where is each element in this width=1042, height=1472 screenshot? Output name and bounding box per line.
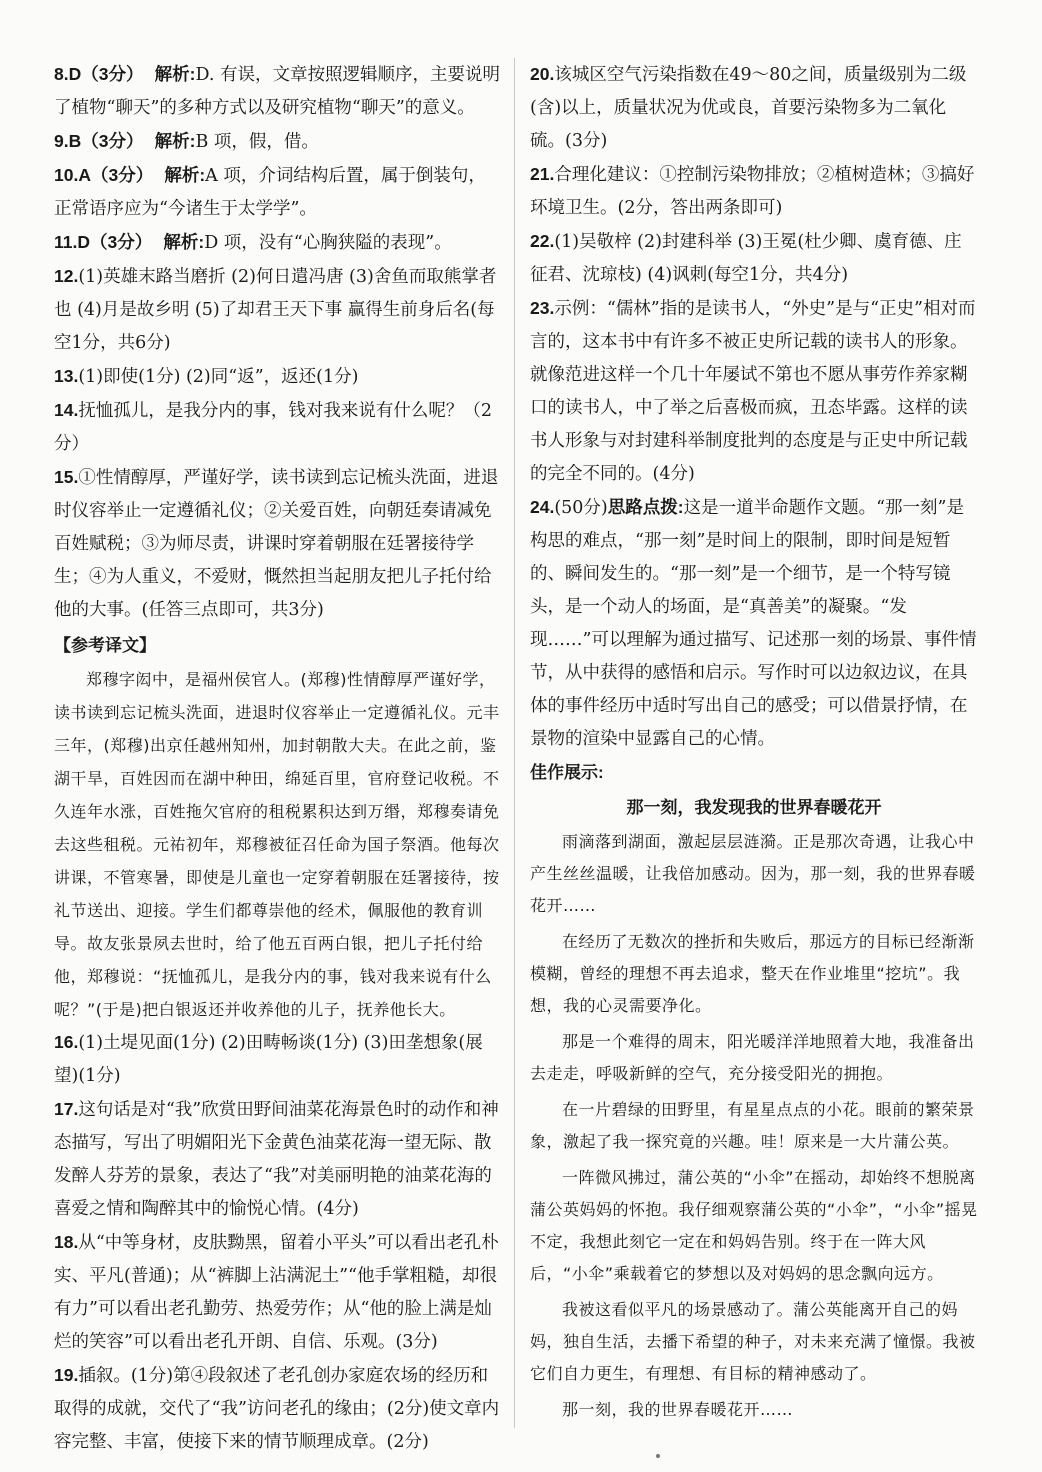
- score-label: (50分): [554, 498, 608, 518]
- column-divider: [514, 58, 515, 1428]
- item-number: 22.: [530, 231, 555, 251]
- answer-item-15: [54, 461, 502, 627]
- translation-text: 郑穆字闳中，是福州侯官人。(郑穆)性情醇厚严谨好学，读书读到忘记梳头洗面，进退时仪容举止一定遵循礼仪。元丰三年，(郑穆)出京任越州知州，加封朝散大夫。在此之前，鉴湖干旱，百姓因而在湖中种田，绵延百里，官府登记收税。不久连年水涨，百姓拖欠官府的租税累积达到万缗，郑穆奏请免去这些租税。元祐初年，郑穆被征召任命为国子祭酒。他每次讲课，不管寒暑，即使是儿童也一定穿着朝服在廷署接待，按礼节送出、迎接。学生们都尊崇他的经术，佩服他的教育训导。故友张景夙去世时，给了他五百两白银，把儿子托付给他，郑穆说：“抚恤孤儿，是我分内的事，钱对我来说有什么呢？”(于是)把白银返还并收养他的儿子，抚养他长大。: [54, 670, 500, 1019]
- essay-paragraph: 我被这看似平凡的场景感动了。蒲公英能离开自己的妈妈，独自生活，去播下希望的种子，对未来充满了憧憬。我被它们自力更生，有理想、有目标的精神感动了。: [530, 1300, 976, 1383]
- answer-text: 抚恤孤儿，是我分内的事，钱对我来说有什么呢？（2分）: [54, 401, 492, 454]
- item-number: 13.: [54, 366, 79, 386]
- answer-choice: A（3分）: [78, 165, 154, 185]
- answer-item-13: [54, 360, 502, 394]
- item-number: 14.: [54, 400, 79, 420]
- answer-choice: D（3分）: [68, 64, 144, 84]
- item-number: 24.: [530, 497, 555, 517]
- item-number: 10.: [54, 165, 79, 185]
- right-column: [530, 58, 978, 1430]
- answer-text: 这是一道半命题作文题。“那一刻”是构思的难点，“那一刻”是时间上的限制，即时间是短暂的、瞬间发生的。“那一刻”是一个细节，是一个特写镜头，是一个动人的场面，是“真善美”的凝聚。“发现……”可以理解为通过描写、记述那一刻的场景、事件情节，从中获得的感悟和启示。写作时可以边叙边议，在具体的事件经历中适时写出自己的感受；可以借景抒情，在景物的渲染中显露自己的心情。: [530, 498, 977, 749]
- answer-text: (1)英雄末路当磨折 (2)何日遣冯唐 (3)舍鱼而取熊掌者也 (4)月是故乡明 (5)了却君王天下事 赢得生前身后名(每空1分，共6分): [54, 267, 497, 353]
- answer-text: 从“中等身材，皮肤黝黑，留着小平头”可以看出老孔朴实、平凡(普通)；从“裤脚上沾满泥土”“他手掌粗糙，却很有力”可以看出老孔勤劳、热爱劳作；从“他的脸上满是灿烂的笑容”可以看出老孔开朗、自信、乐观。(3分): [54, 1233, 499, 1352]
- answer-text: D 项，没有“心胸狭隘的表现”。: [204, 233, 452, 253]
- answer-text: 这句话是对“我”欣赏田野间油菜花海景色时的动作和神态描写，写出了明媚阳光下金黄色油菜花海一望无际、散发醉人芬芳的景象，表达了“我”对美丽明艳的油菜花海的喜爱之情和陶醉其中的愉悦心情。(4分): [54, 1100, 499, 1219]
- item-number: 12.: [54, 266, 79, 286]
- answer-item-16: [54, 1026, 502, 1093]
- item-number: 17.: [54, 1099, 79, 1119]
- essay-paragraph: 在经历了无数次的挫折和失败后，那远方的目标已经渐渐模糊，曾经的理想不再去追求，整天在作业堆里“挖坑”。我想，我的心灵需要净化。: [530, 932, 975, 1015]
- answer-item-20: [530, 58, 978, 158]
- analysis-label: 解析:: [163, 232, 205, 252]
- item-number: 23.: [530, 298, 555, 318]
- answer-item-14: [54, 394, 502, 461]
- answer-text: (1)吴敬梓 (2)封建科举 (3)王冕(杜少卿、虞育德、庄征君、沈琼枝) (4)讽刺(每空1分，共4分): [530, 232, 962, 285]
- answer-text: (1)即使(1分) (2)同“返”，返还(1分): [78, 367, 359, 387]
- answer-text: ①性情醇厚，严谨好学，读书读到忘记梳头洗面，进退时仪容举止一定遵循礼仪；②关爱百姓，向朝廷奏请减免百姓赋税；③为师尽责，讲课时穿着朝服在廷署接待学生；④为人重义，不爱财，慨然担当起朋友把儿子托付给他的大事。(任答三点即可，共3分): [54, 468, 499, 620]
- approach-label: 思路点拨:: [607, 497, 684, 517]
- answer-text: 示例：“儒林”指的是读书人，“外史”是与“正史”相对而言的，这本书中有许多不被正史所记载的读书人的形象。就像范进这样一个几十年屡试不第也不愿从事劳作养家糊口的读书人，中了举之后喜极而疯，丑态毕露。这样的读书人形象与对封建科举制度批判的态度是与正史中所记载的完全不同的。(4分): [530, 299, 976, 484]
- answer-item-24: [530, 491, 978, 756]
- answer-item-9: [54, 125, 502, 159]
- page-dot: [656, 1454, 660, 1458]
- answer-text: B 项，假，借。: [195, 132, 319, 152]
- answer-choice: B（3分）: [68, 131, 144, 151]
- item-number: 18.: [54, 1232, 79, 1252]
- analysis-label: 解析:: [154, 131, 196, 151]
- answer-item-19: [54, 1359, 502, 1459]
- essay-paragraph: 雨滴落到湖面，激起层层涟漪。正是那次奇遇，让我心中产生丝丝温暖，让我倍加感动。因为，那一刻，我的世界春暖花开……: [530, 832, 976, 915]
- item-number: 11.: [54, 232, 78, 252]
- answer-text: (1)土堤见面(1分) (2)田畴畅谈(1分) (3)田垄想象(展望)(1分): [54, 1033, 483, 1086]
- answer-item-17: [54, 1093, 502, 1226]
- item-number: 15.: [54, 467, 79, 487]
- essay-paragraph: 那一刻，我的世界春暖花开……: [562, 1400, 794, 1419]
- answer-text: 该城区空气污染指数在49～80之间，质量级别为二级(含)以上，质量状况为优或良，首要污染物多为二氧化硫。(3分): [530, 65, 967, 151]
- answer-item-10: [54, 159, 502, 226]
- answer-item-23: [530, 292, 978, 491]
- answer-choice: D（3分）: [77, 232, 153, 252]
- sample-essay: [530, 826, 978, 1426]
- item-number: 8.: [54, 64, 69, 84]
- essay-paragraph: 那是一个难得的周末，阳光暖洋洋地照着大地，我准备出去走走，呼吸新鲜的空气，充分接受阳光的拥抱。: [530, 1032, 975, 1083]
- sample-essay-heading: 佳作展示:: [530, 763, 604, 782]
- analysis-label: 解析:: [154, 64, 196, 84]
- reference-translation-heading: 【参考译文】: [54, 636, 156, 655]
- essay-paragraph: 一阵微风拂过，蒲公英的“小伞”在摇动，却始终不想脱离蒲公英妈妈的怀抱。我仔细观察蒲公英的“小伞”，“小伞”摇晃不定，我想此刻它一定在和妈妈告别。终于在一阵大风后，“小伞”乘载着它的梦想以及对妈妈的思念飘向远方。: [530, 1168, 978, 1283]
- answer-text: A 项，介词结构后置，属于倒装句，正常语序应为“今诸生于太学学”。: [54, 166, 486, 219]
- answer-item-11: [54, 226, 502, 260]
- answer-item-12: [54, 260, 502, 360]
- answer-item-22: [530, 225, 978, 292]
- answer-item-8: [54, 58, 502, 125]
- left-column: [54, 58, 502, 1459]
- item-number: 16.: [54, 1032, 79, 1052]
- item-number: 21.: [530, 164, 555, 184]
- answer-item-18: [54, 1226, 502, 1359]
- essay-title: 那一刻，我发现我的世界春暖花开: [626, 798, 882, 817]
- answer-text: 插叙。(1分)第④段叙述了老孔创办家庭农场的经历和取得的成就，交代了“我”访问老孔的缘由；(2分)使文章内容完整、丰富，使接下来的情节顺理成章。(2分): [54, 1366, 500, 1452]
- essay-paragraph: 在一片碧绿的田野里，有星星点点的小花。眼前的繁荣景象，激起了我一探究竟的兴趣。哇！原来是一大片蒲公英。: [530, 1100, 975, 1151]
- reference-translation: [54, 663, 502, 1026]
- item-number: 20.: [530, 64, 555, 84]
- answer-item-21: [530, 158, 978, 225]
- item-number: 9.: [54, 131, 69, 151]
- answer-text: 合理化建议：①控制污染物排放；②植树造林；③搞好环境卫生。(2分，答出两条即可): [530, 165, 975, 218]
- item-number: 19.: [54, 1365, 79, 1385]
- analysis-label: 解析:: [164, 165, 206, 185]
- answer-text: D. 有误，文章按照逻辑顺序，主要说明了植物“聊天”的多种方式以及研究植物“聊天”的意义。: [54, 65, 500, 118]
